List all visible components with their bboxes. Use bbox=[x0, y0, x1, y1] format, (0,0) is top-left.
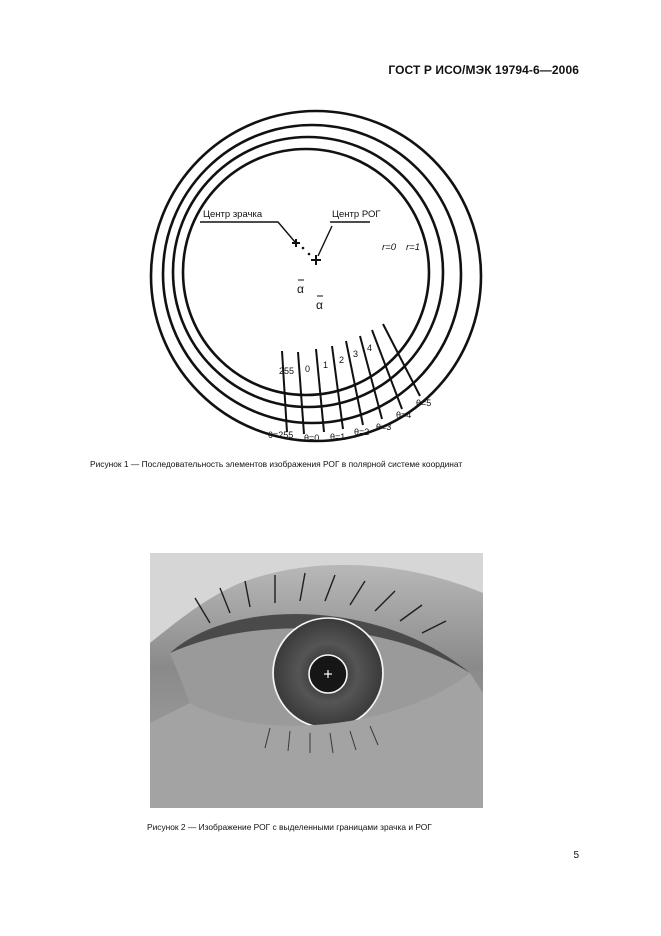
segment-label: 1 bbox=[323, 360, 329, 370]
theta-label: θ=0 bbox=[304, 433, 320, 443]
pupil-center-label: Центр зрачка bbox=[203, 209, 263, 220]
polar-diagram-figure bbox=[140, 96, 520, 456]
segment-label: 0 bbox=[305, 364, 311, 374]
r1-label: r=1 bbox=[406, 242, 420, 253]
theta-label: θ=255 bbox=[268, 430, 294, 440]
figure1-caption: Рисунок 1 — Последовательность элементов изображения РОГ в полярной системе координат bbox=[90, 459, 463, 469]
segment-line bbox=[383, 324, 420, 396]
r0-label: r=0 bbox=[382, 242, 396, 253]
figure2-caption: Рисунок 2 — Изображение РОГ с выделенными границами зрачка и РОГ bbox=[147, 822, 432, 832]
alpha1-label: α bbox=[297, 282, 304, 296]
segment-label: 255 bbox=[279, 366, 295, 376]
outer-circle bbox=[151, 111, 481, 441]
page-number: 5 bbox=[573, 850, 579, 861]
inner-circle-1 bbox=[183, 149, 429, 395]
document-header: ГОСТ Р ИСО/МЭК 19794-6—2006 bbox=[388, 63, 579, 77]
iris-image-figure bbox=[150, 553, 483, 808]
theta-label: θ=2 bbox=[354, 427, 370, 437]
theta-label: θ=5 bbox=[416, 398, 432, 408]
theta-label: θ=1 bbox=[330, 432, 346, 442]
middle-circle bbox=[163, 125, 461, 423]
segment-label: 3 bbox=[353, 349, 359, 359]
iris-center-pointer-diag bbox=[318, 226, 332, 256]
segment-label: 4 bbox=[367, 343, 373, 353]
iris-center-label: Центр РОГ bbox=[332, 209, 381, 220]
alpha2-label: α bbox=[316, 298, 323, 312]
theta-label: θ=4 bbox=[396, 410, 412, 420]
theta-label: θ=3 bbox=[376, 422, 392, 432]
segment-label: 2 bbox=[339, 355, 345, 365]
pupil-center-pointer bbox=[200, 222, 295, 242]
